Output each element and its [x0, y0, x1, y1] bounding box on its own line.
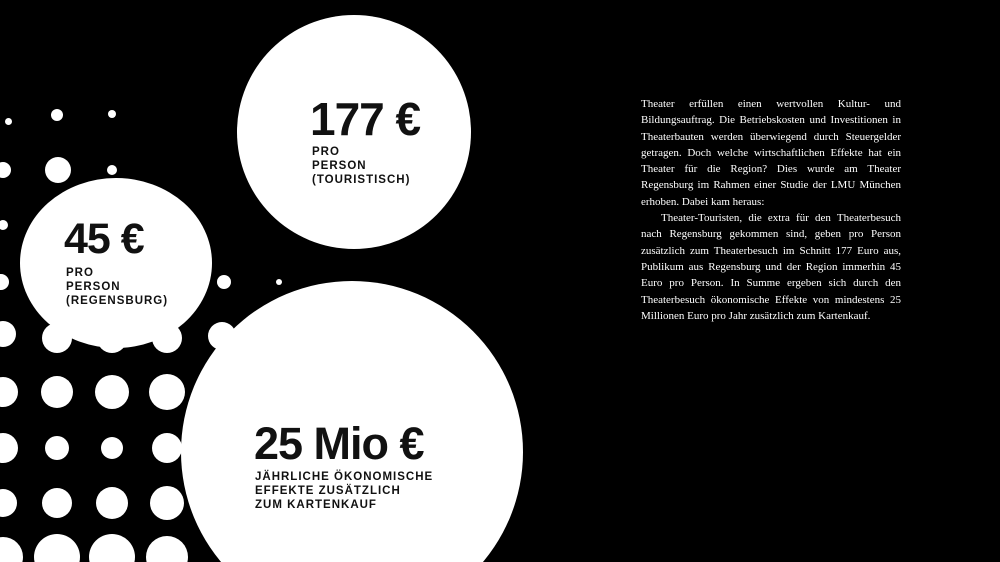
pattern-dot: [0, 537, 23, 562]
annual-effect-caption: [255, 470, 433, 512]
tourist-caption-line-3: (TOURISTISCH): [312, 174, 411, 186]
pattern-dot: [0, 162, 11, 178]
regional-caption-line-2: PERSON: [66, 281, 121, 293]
annual-effect-value: 25 Mio €: [254, 418, 424, 469]
pattern-dot: [96, 487, 128, 519]
pattern-dot: [45, 157, 71, 183]
pattern-dot: [0, 377, 18, 407]
pattern-dot: [101, 437, 123, 459]
pattern-dot: [0, 321, 16, 347]
pattern-dot: [41, 376, 73, 408]
paragraph-results: Theater-Touristen, die extra für den Theaterbesuch nach Regensburg gekommen sind, geben pro Person zusätzlich zum Theaterbesuch im Schnitt 177 Euro aus, Publikum aus Regensburg und der Region immerhin 45 Euro pro Person. In Summe ergeben sich durch den Theaterbesuch ökonomische Effekte von mindestens 25 Millionen Euro pro Jahr zusätzlich zum Kartenkauf.: [641, 212, 901, 322]
tourist-caption-line-2: PERSON: [312, 160, 367, 172]
pattern-dot: [89, 534, 135, 562]
tourist-spending-caption: [312, 145, 410, 187]
pattern-dot: [95, 375, 129, 409]
regional-spending-caption: [66, 266, 168, 308]
pattern-dot: [5, 118, 12, 125]
annual-caption-line-2: EFFEKTE ZUSÄTZLICH: [255, 485, 401, 497]
regional-caption-line-3: (REGENSBURG): [66, 295, 169, 307]
pattern-dot: [45, 436, 69, 460]
pattern-dot: [217, 275, 231, 289]
pattern-dot: [276, 279, 282, 285]
regional-spending-value: 45 €: [64, 215, 144, 263]
annual-caption-line-3: ZUM KARTENKAUF: [255, 499, 377, 511]
paragraph-intro: Theater erfüllen einen wertvollen Kultur- und Bildungsauftrag. Die Betriebskosten und Investitionen in Theaterbauten werden überwiegend durch Steuergelder getragen. Doch welche wirtschaftlichen Effekte hat ein Theater für die Region? Dies wurde am Theater Regensburg im Rahmen einer Studie der LMU München erhoben. Dabei kam heraus:: [641, 98, 901, 208]
pattern-dot: [51, 109, 63, 121]
tourist-spending-value: 177 €: [310, 93, 421, 145]
pattern-dot: [146, 536, 188, 562]
pattern-dot: [149, 374, 185, 410]
pattern-dot: [0, 489, 17, 517]
pattern-dot: [42, 488, 72, 518]
pattern-dot: [34, 534, 80, 562]
regional-caption-line-1: PRO: [66, 267, 94, 279]
pattern-dot: [152, 433, 182, 463]
pattern-dot: [107, 165, 117, 175]
pattern-dot: [150, 486, 184, 520]
annual-caption-line-1: JÄHRLICHE ÖKONOMISCHE: [255, 471, 434, 483]
study-description-text: [641, 96, 901, 324]
pattern-dot: [0, 220, 8, 230]
pattern-dot: [0, 433, 18, 463]
pattern-dot: [0, 274, 9, 290]
tourist-caption-line-1: PRO: [312, 146, 340, 158]
pattern-dot: [108, 110, 116, 118]
